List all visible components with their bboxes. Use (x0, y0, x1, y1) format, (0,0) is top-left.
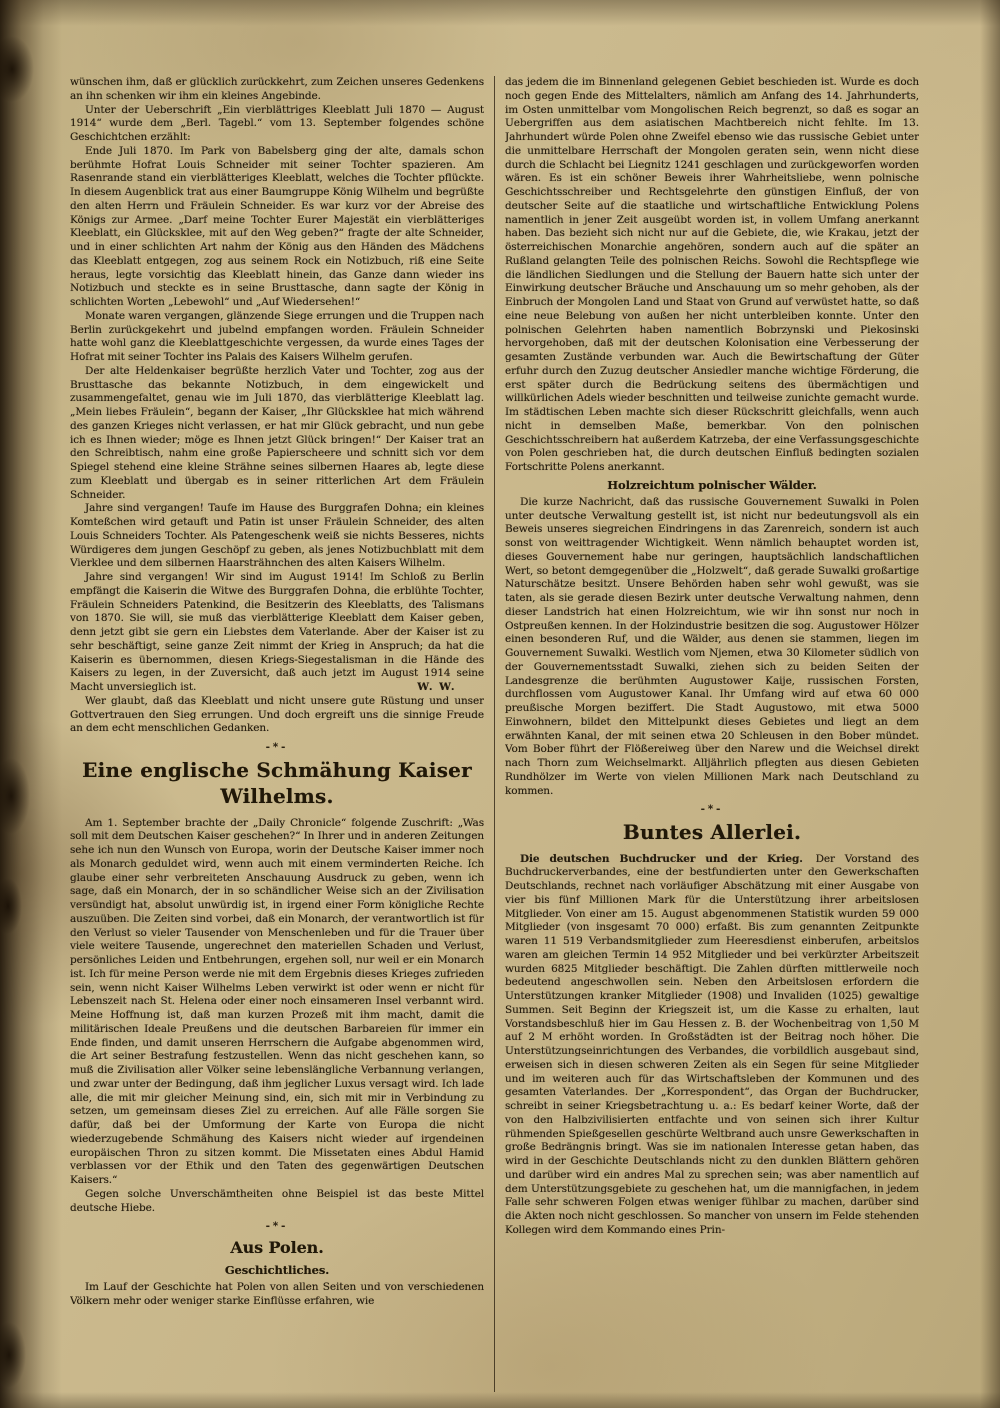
article-heading-schmaehung: Eine englische Schmähung Kaiser Wilhelms. (82, 758, 472, 809)
paragraph: Die kurze Nachricht, daß das russische Gouvernement Suwalki in Polen unter deutsche Verwaltung gestellt ist, ist nicht nur bedeutungsvoll als ein Beweis unseres siegreichen Eindringens in das Zarenreich, sondern ist auch sonst von weittragender Wichtigkeit. Wenn nämlich behauptet worden ist, dieses Gouvernement habe nur geringen, hauptsächlich landschaftlichen Wert, so betont demgegenüber die „Holzwelt“, daß gerade Suwalki großartige Naturschätze besitzt. Unsere Behörden haben sehr wohl gewußt, was sie taten, als sie gerade diesen Bezirk unter deutsche Verwaltung nahmen, denn dieser Landstrich hat einen Holzreichtum, wie wir ihn sonst nur noch in Ostpreußen kennen. In der Holzindustrie besitzen die sog. Augustower Hölzer einen besonderen Ruf, und die Wälder, aus denen sie stammen, liegen im Gouvernement Suwalki. Westlich vom Njemen, etwa 30 Kilometer südlich von der Gouvernementsstadt Suwalki, ziehen sich zu beiden Seiten der Landesgrenze die berühmten Augustower Kaije, russischen Forsten, durchflossen vom Augustower Kanal. Ihr Umfang wird auf etwa 60 000 preußische Morgen beziffert. Die Stadt Augustowo, mit etwa 5000 Einwohnern, bildet den Mittelpunkt dieses Gebietes und liegt an dem erwähnten Kanal, der mit seinen etwa 20 Schleusen in den Bober mündet. Vom Bober führt der Flößereiweg über den Narew und die Weichsel direkt nach Thorn zum Weichselmarkt. Alljährlich pflegten aus diesen Gebieten Rundhölzer im Werte von vielen Millionen Mark nach Deutschland zu kommen. (505, 495, 919, 797)
page-edge-shadow-bottom (0, 1392, 1000, 1408)
page-edge-shadow-right (980, 0, 1000, 1408)
section-divider-ornament: -*- (265, 1221, 289, 1233)
article-subheading-holzreichtum: Holzreichtum polnischer Wälder. (607, 477, 817, 492)
paragraph-continuation: wünschen ihm, daß er glücklich zurückkehrt, zum Zeichen unseres Gedenkens an ihn schenken wir ihm ein kleines Angebinde. (70, 76, 484, 102)
paragraph: Der alte Heldenkaiser begrüßte herzlich Vater und Tochter, zog aus der Brusttasche das bekannte Notizbuch, in dem eingewickelt und zusammengefaltet, genau wie im Juli 1870, das vierblätterige Kleeblatt lag. „Mein liebes Fräulein“, begann der Kaiser, „Ihr Glücksklee hat mich während des ganzen Krieges nicht verlassen, er hat mir Glück gebracht, und nun gebe ich es Ihnen wieder; möge es Ihnen jetzt Glück bringen!“ Der Kaiser trat an den Schreibtisch, nahm eine große Papierscheere und schnitt sich vor dem Spiegel stehend eine kleine Strähne seines silbernen Haares ab, legte diese zum Kleeblatt und übergab es in seiner ritterlichen Art dem Fräulein Schneider. (70, 364, 484, 501)
paragraph: Wer glaubt, daß das Kleeblatt und nicht unsere gute Rüstung und unser Gottvertrauen den Sieg errungen. Und doch ergreift uns die sinnige Freude an dem echt menschlichen Gedanken. (70, 694, 484, 735)
paragraph: Monate waren vergangen, glänzende Siege errungen und die Truppen nach Berlin zurückgekehrt und jubelnd empfangen worden. Fräulein Schneider hatte wohl ganz die Kleeblattgeschichte vergessen, da wurde eines Tages der Hofrat mit seiner Tochter ins Palais des Kaisers Wilhelm gerufen. (70, 309, 484, 363)
article-heading-polen: Aus Polen. (230, 1238, 324, 1258)
page-content (70, 76, 920, 1392)
article-heading-allerlei: Buntes Allerlei. (622, 820, 802, 845)
left-column (70, 76, 484, 1392)
paragraph: Unter der Ueberschrift „Ein vierblättriges Kleeblatt Juli 1870 — August 1914“ wurde dem „Berl. Tagebl.“ vom 13. September folgendes schöne Geschichtchen erzählt: (70, 103, 484, 143)
paragraph: Jahre sind vergangen! Taufe im Hause des Burggrafen Dohna; ein kleines Komteßchen wird getauft und Patin ist unser Fräulein Schneider, des alten Louis Schneiders Tochter. Als Patengeschenk weiß sie nichts Besseres, nichts Würdigeres dem jungen Geschöpf zu geben, als jenes Notizbuchblatt mit dem Vierklee und dem silbernen Haarsträhnchen des alten Kaisers Wilhelm. (70, 502, 484, 570)
right-column (505, 76, 919, 1392)
paragraph-lead-in: Die deutschen Buchdrucker und der Krieg. (520, 852, 803, 865)
column-rule (494, 76, 495, 1392)
paragraph: Jahre sind vergangen! Wir sind im August 1914! Im Schloß zu Berlin empfängt die Kaiserin die Witwe des Burggrafen Dohna, die erblühte Tochter, Fräulein Schneiders Patenkind, die Besitzerin des Kleeblatts, des Talismans von 1870. Sie will, sie muß das vierblätterige Kleeblatt dem Kaiser geben, denn jetzt gibt sie gern ein Liebstes dem Vaterlande. Aber der Kaiser ist zu sehr beschäftigt, seine ganze Zeit nimmt der Krieg in Anspruch; da hat die Kaiserin es übernommen, diesen Kriegs-Siegestalisman in die Hände des Kaisers zu legen, in der Zuversicht, daß auch jetzt im August 1914 seine Macht unversieglich ist. (70, 571, 484, 693)
section-divider-ornament: -*- (265, 742, 289, 754)
author-initials: W. W. (417, 681, 456, 694)
paragraph (505, 853, 919, 1238)
paragraph: Im Lauf der Geschichte hat Polen von allen Seiten und von verschiedenen Völkern mehr oder weniger starke Einflüsse erfahren, wie (70, 1281, 484, 1308)
binding-shadow (0, 0, 62, 1408)
paragraph: Ende Juli 1870. Im Park von Babelsberg ging der alte, damals schon berühmte Hofrat Louis Schneider mit seiner Tochter spazieren. Am Rasenrande stand ein vierblätteriges Kleeblatt, welches die Tochter pflückte. In diesem Augenblick trat aus einer Baumgruppe König Wilhelm und begrüßte den alten Herrn und Fräulein Schneider. Es war kurz vor der Abreise des Königs zur Armee. „Darf meine Tochter Eurer Majestät ein vierblätteriges Kleeblatt, ein Glücksklee, mit auf den Weg geben?“ fragte der alte Schneider, und in einer schlichten Art nahm der König aus den Händen des Mädchens das Kleeblatt entgegen, zog aus seinem Rock ein Notizbuch, riß eine Seite heraus, legte vorsichtig das Kleeblatt hinein, das Ganze dann wieder ins Notizbuch und steckte es in seine Brusttasche, dann sagte der König in schlichten Worten „Lebewohl“ und „Auf Wiedersehen!“ (70, 144, 484, 308)
paragraph: Gegen solche Unverschämtheiten ohne Beispiel ist das beste Mittel deutsche Hiebe. (70, 1187, 484, 1214)
page-edge-shadow-top (0, 0, 1000, 26)
paragraph-continuation: das jedem die im Binnenland gelegenen Gebiet beschieden ist. Wurde es doch noch gegen Ende des Mittelalters, nämlich am Anfang des 14. Jahrhunderts, im Osten unmittelbar vom Mongolischen Reich begrenzt, so daß es sogar an Uebergriffen aus dem asiatischen Machtbereich nicht fehlte. Im 13. Jahrhundert würde Polen ohne Zweifel ebenso wie das russische Gebiet unter die unmittelbare Herrschaft der Mongolen geraten sein, wenn nicht diese durch die Schlacht bei Liegnitz 1241 geschlagen und zurückgeworfen worden wären. Es ist ein schöner Beweis ihrer Wahrheitsliebe, wenn polnische Geschichtsschreiber und Rechtsgelehrte den günstigen Einfluß, der von deutscher Seite auf die staatliche und wirtschaftliche Entwicklung Polens namentlich in jener Zeit ausgeübt worden ist, in vollem Umfang anerkannt haben. Das bezieht sich nicht nur auf die Gebiete, die, wie Krakau, jetzt der österreichischen Monarchie angehören, sondern auch auf die später an Rußland gelangten Teile des polnischen Reichs. Sowohl die Rechtspflege wie die ländlichen Siedlungen und die Stellung der Bauern hatte sich unter der Einwirkung deutscher Bräuche und Anschauung um so mehr gehoben, als der Einbruch der Mongolen Land und Staat von Grund auf verwüstet hatte, so daß eine neue Belebung von außen her nicht unterbleiben konnte. Unter den polnischen Gelehrten haben namentlich Bobrzynski und Piekosinski hervorgehoben, daß mit der deutschen Kolonisation eine Verbesserung der gesamten Zustände verbunden war. Auch die Bewirtschaftung der Güter erfuhr durch den Zuzug deutscher Ansiedler manche wichtige Förderung, die erst später durch die Bedrückung seitens des übermächtigen und willkürlichen Adels wieder beschnitten und teilweise zunichte gemacht wurde. Im städtischen Leben machte sich dieser Rückschritt gleichfalls, wenn auch nicht in demselben Maße, bemerkbar. Von den polnischen Geschichtsschreibern hat außerdem Katrzeba, der eine Verfassungsgeschichte von Polen geschrieben hat, die durch deutschen Einfluß bedingten sozialen Fortschritte Polens anerkannt. (505, 76, 919, 473)
article-subheading-geschichtliches: Geschichtliches. (224, 1263, 330, 1278)
paragraph-body: Der Vorstand des Buchdruckerverbandes, eine der bestfundierten unter den Gewerkschaften Deutschlands, rechnet nach vorläufiger Abschätzung mit einer Ausgabe von vier bis fünf Millionen Mark für die Unterstützung ihrer arbeitslosen Mitglieder. Von einer am 15. August abgenommenen Statistik wurden 59 000 Mitglieder (von insgesamt 70 000) erfaßt. Bis zum genannten Zeitpunkte waren 11 519 Verbandsmitglieder zum Heeresdienst einberufen, arbeitslos waren am gleichen Termin 14 952 Mitglieder und bei verkürzter Arbeitszeit wurden 6825 Mitglieder beschäftigt. Die Zahlen dürften mittlerweile noch bedeutend angeschwollen sein. Neben den Arbeitslosen erfordern die Unterstützungen kranker Mitglieder (1908) und Invaliden (1025) gewaltige Summen. Seit Beginn der Kriegszeit ist, um die Kasse zu erhalten, laut Vorstandsbeschluß hier im Gau Hessen z. B. der Wochenbeitrag von 1,50 M auf 2 M erhöht worden. In Großstädten ist der Beitrag noch höher. Die Unterstützungseinrichtungen des Verbandes, die vorbildlich ausgebaut sind, erweisen sich in diesen schweren Zeiten als ein Segen für seine Mitglieder und im weiteren auch für das Wirtschaftsleben der Kommunen und des gesamten Vaterlandes. Der „Korrespondent“, das Organ der Buchdrucker, schreibt in seiner Kriegsbetrachtung u. a.: Es bedarf keiner Worte, daß der von den Halbzivilisierten entfachte und von seinen sich ihrer Kultur rühmenden Spießgesellen geschürte Weltbrand auch unsre Gewerkschaften in große Bedrängnis bringt. Was sie im nationalen Interesse getan haben, das wird in der Geschichte Deutschlands nicht zu den dunklen Blättern gehören und darüber wird ein andres Mal zu sprechen sein; was aber namentlich auf dem Unterstützungsgebiete zu geschehen hat, um die mannigfachen, in jedem Falle sehr schweren Folgen etwas weniger fühlbar zu machen, darüber sind die Akten noch nicht geschlossen. So mancher von unsern im Felde stehenden Kollegen wird dem Kommando eines Prin- (505, 852, 919, 1236)
paragraph: Am 1. September brachte der „Daily Chronicle“ folgende Zuschrift: „Was soll mit dem Deutschen Kaiser geschehen?“ In Ihrer und in anderen Zeitungen sehe ich nun den Wunsch von Europa, worin der Deutsche Kaiser immer noch als Monarch geduldet wird, wenn auch mit einem verminderten Reiche. Ich glaube einer sehr verbreiteten Anschauung Ausdruck zu geben, wenn ich sage, daß ein Monarch, der in so schändlicher Weise sich an der Zivilisation versündigt hat, absolut unwürdig ist, in irgend einer Form königliche Rechte auszuüben. Die Zeiten sind vorbei, daß ein Monarch, der verantwortlich ist für den Verlust so vieler Tausender von Menschenleben und für die Trauer über viele weitere Tausende, ungerechnet den materiellen Schaden und Verlust, persönliches Leiden und Entbehrungen, ergehen soll, nur weil er ein Monarch ist. Ich für meine Person werde nie mit dem Ergebnis dieses Krieges zufrieden sein, wenn nicht Kaiser Wilhelms Leben verwirkt ist oder wenn er nicht für Lebenszeit nach St. Helena oder einer noch einsameren Insel verbannt wird. Meine Hoffnung ist, daß man kurzen Prozeß mit ihm macht, damit die militärischen Ideale Preußens und die deutschen Barbareien für immer ein Ende finden, und damit unseren Herrschern die Aufgabe abgenommen wird, die Art seiner Bestrafung festzustellen. Wenn das nicht geschehen kann, so muß die Zivilisation aller Völker seine lebenslängliche Verbannung verlangen, und zwar unter der Bedingung, daß ihm jeglicher Luxus versagt wird. Ich lade alle, die mit mir gleicher Meinung sind, ein, sich mit mir in Verbindung zu setzen, um gemeinsam dieses Ziel zu erreichen. Auf alle Fälle sorgen Sie dafür, daß bei der Umformung der Karte von Europa die nicht wiederzugebende Schmähung des Kaisers nicht wieder auf irgendeinen europäischen Thron zu sitzen kommt. Die Missetaten eines Abdul Hamid verblassen vor der Ethik und den Taten des gegenwärtigen Deutschen Kaisers.“ (70, 816, 484, 1187)
section-divider-ornament: -*- (700, 804, 724, 816)
